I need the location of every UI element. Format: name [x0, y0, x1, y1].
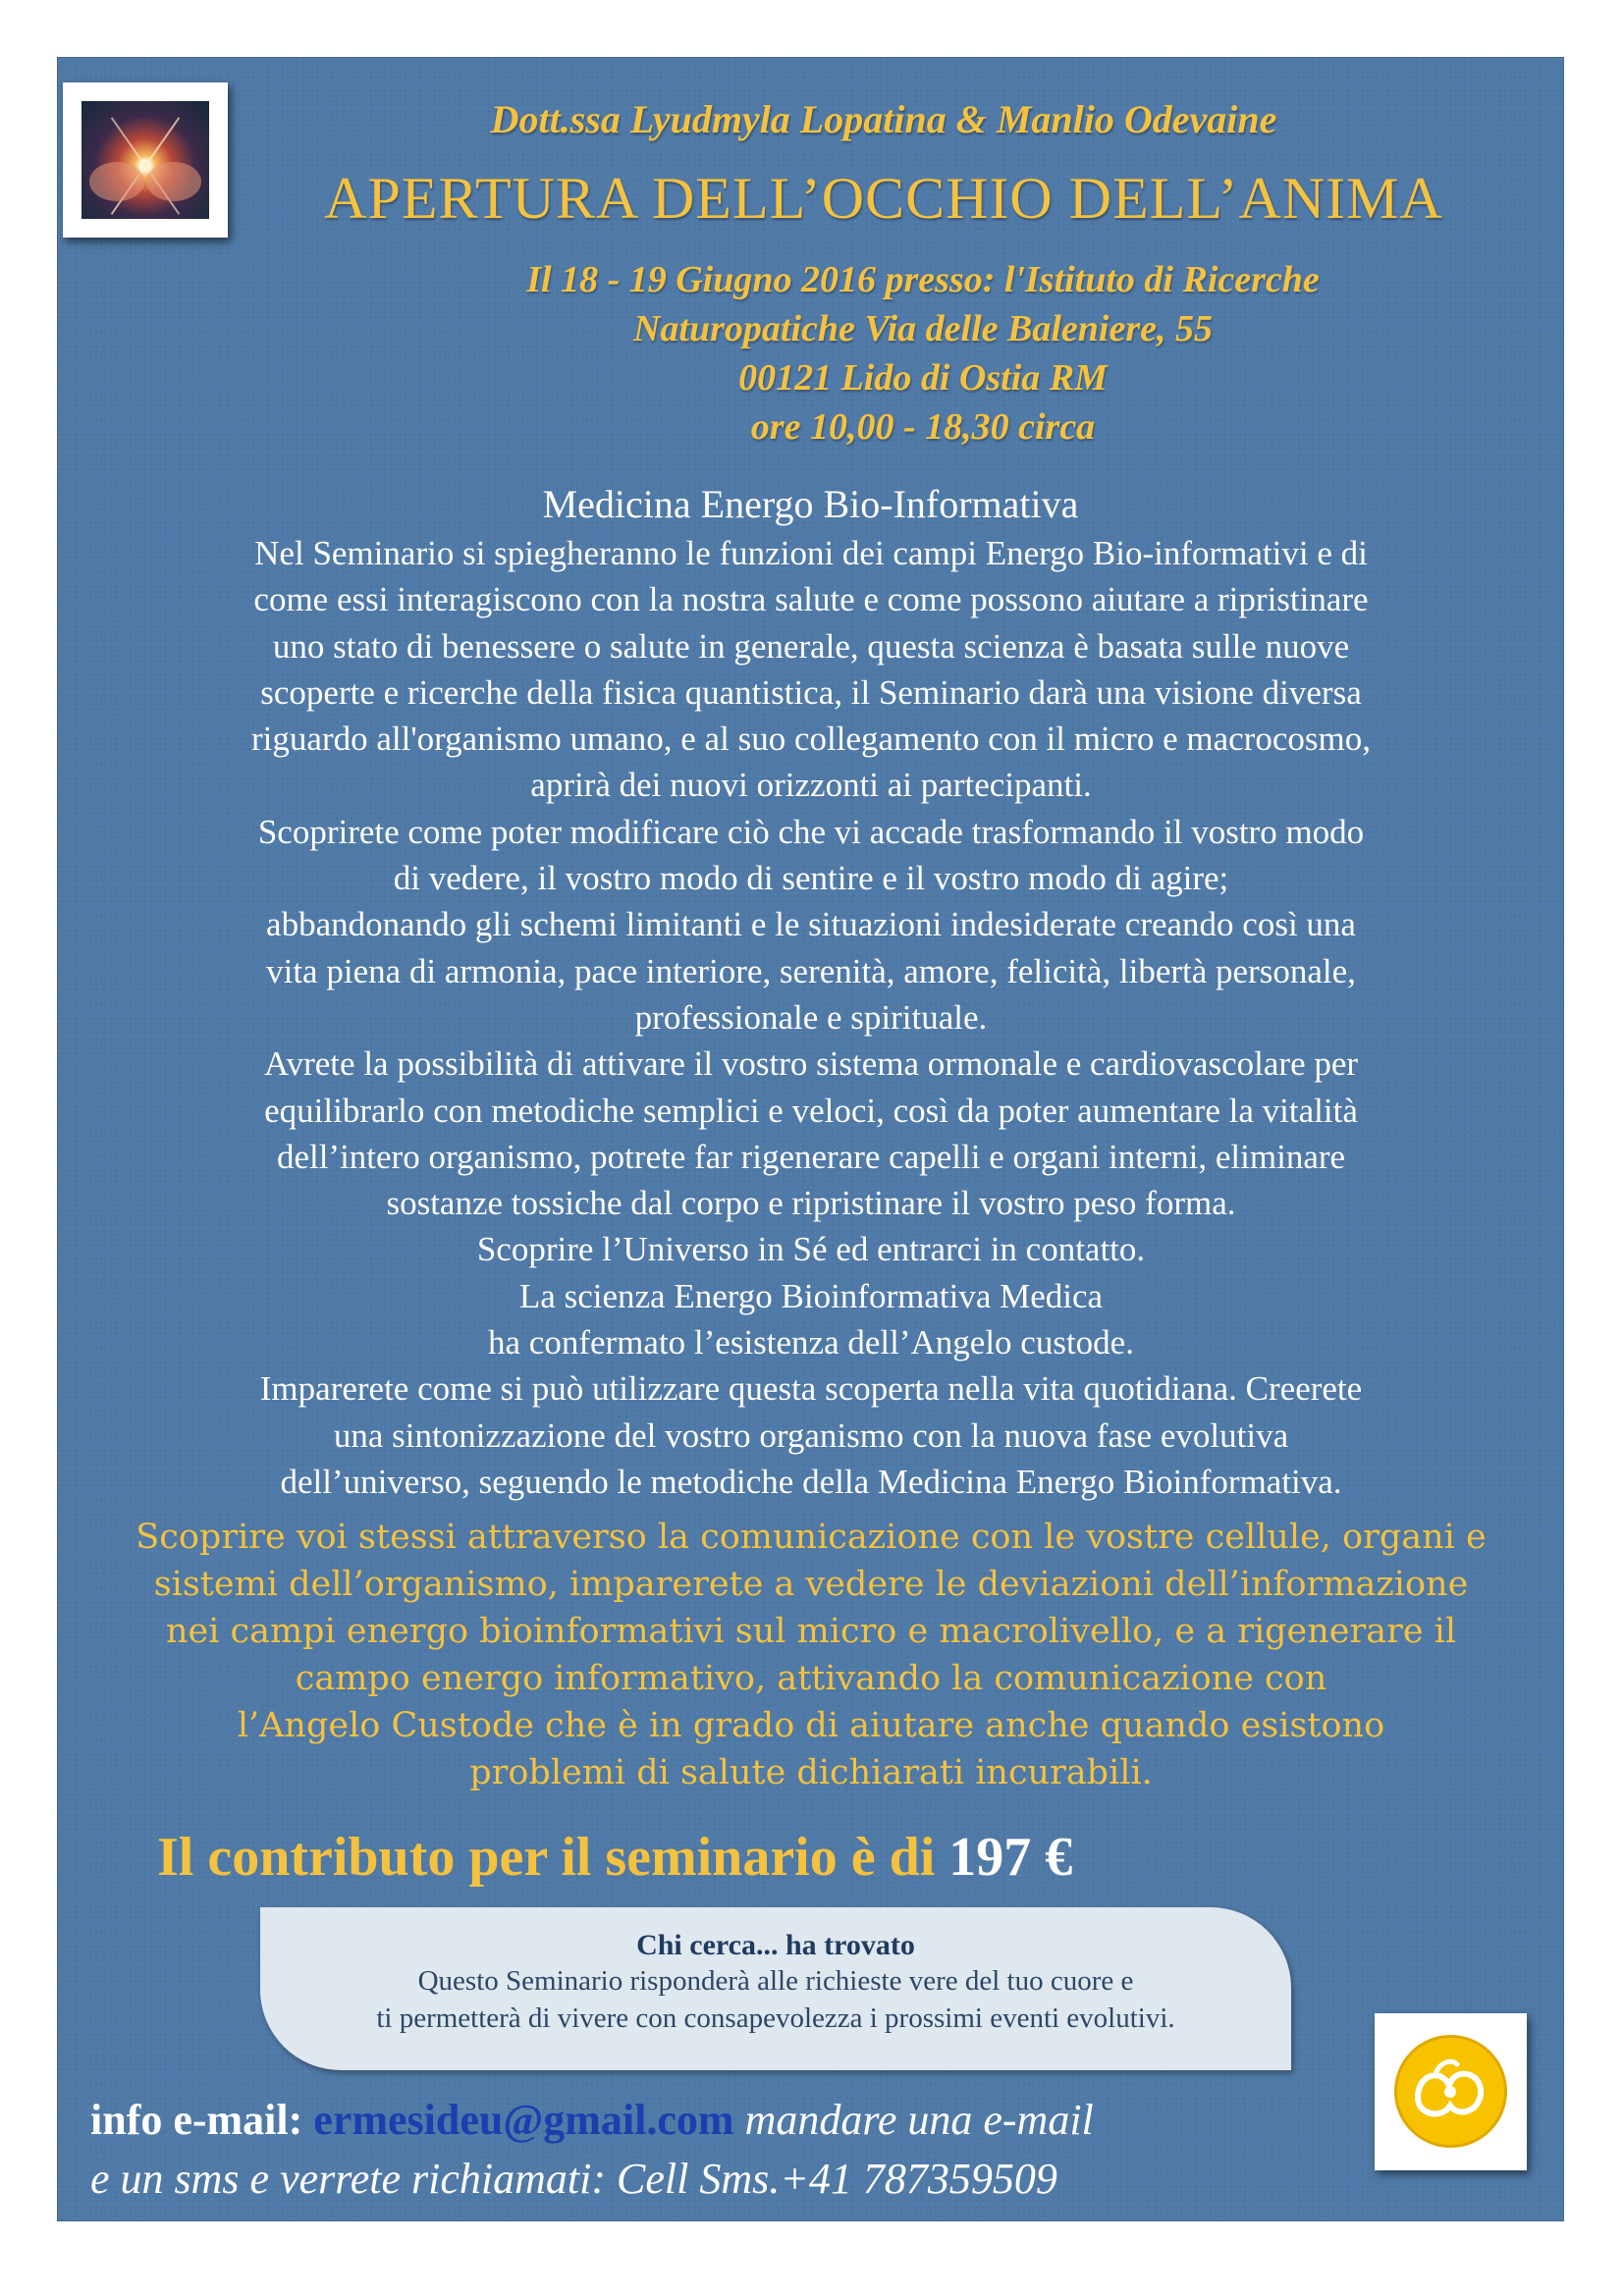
body-line: Scoprirete come poter modificare ciò che vi accade trasformando il vostro modo: [257, 812, 1365, 851]
event-time-line: ore 10,00 - 18,30 circa: [750, 406, 1096, 448]
body-line: ha confermato l’esistenza dell’Angelo custode.: [488, 1323, 1134, 1362]
callout-line: ti permetterà di vivere con consapevolezza i prossimi eventi evolutivi.: [376, 2002, 1175, 2034]
highlight-line: nei campi energo bioinformativi sul micro e macrolivello, e a rigenerare il: [165, 1612, 1457, 1651]
body-line: vita piena di armonia, pace interiore, serenità, amore, felicità, libertà personale,: [266, 951, 1356, 990]
body-line: riguardo all'organismo umano, e al suo collegamento con il micro e macrocosmo,: [251, 720, 1371, 759]
body-line: Scoprire l’Universo in Sé ed entrarci in contatto.: [476, 1230, 1146, 1269]
highlight-line: l’Angelo Custode che è in grado di aiutare anche quando esistono: [237, 1706, 1385, 1745]
body-line: dell’intero organismo, potrete far rigenerare capelli e organi interni, eliminare: [276, 1137, 1346, 1176]
body-line: professionale e spirituale.: [634, 997, 988, 1037]
yellow-circle-logo-icon: [1388, 2029, 1513, 2154]
authors-line: Dott.ssa Lyudmyla Lopatina & Manlio Odevaine: [490, 97, 1277, 141]
event-details: [285, 255, 1561, 452]
body-line: Avrete la possibilità di attivare il vostro sistema ormonale e cardiovascolare per: [263, 1044, 1359, 1084]
contribution-text: Il contributo per il seminario è di: [157, 1827, 936, 1888]
highlight-line: problemi di salute dichiarati incurabili.: [469, 1753, 1153, 1792]
highlight-text: [69, 1514, 1553, 1796]
email-link[interactable]: ermesideu@gmail.com: [313, 2096, 734, 2144]
body-line: come essi interagiscono con la nostra salute e come possono aiutare a ripristinare: [253, 580, 1369, 619]
highlight-line: campo energo informativo, attivando la comunicazione con: [295, 1659, 1327, 1698]
contribution-line: [157, 1826, 1072, 1889]
highlight-line: sistemi dell’organismo, imparerete a vedere le deviazioni dell’informazione: [153, 1565, 1469, 1604]
body-line: equilibrarlo con metodiche semplici e veloci, così da poter aumentare la vitalità: [264, 1091, 1358, 1130]
section-subtitle: Medicina Energo Bio-Informativa: [542, 482, 1079, 526]
event-date-line: Il 18 - 19 Giugno 2016 presso: l'Istituto di Ricerche: [526, 259, 1320, 300]
info-line2: e un sms e verrete richiamati: Cell Sms.+41 787359509: [90, 2155, 1057, 2203]
info-label: info e-mail:: [90, 2096, 303, 2144]
body-line: uno stato di benessere o salute in generale, questa scienza è basata sulle nuove: [272, 626, 1350, 666]
body-line: La scienza Energo Bioinformativa Medica: [518, 1276, 1104, 1315]
page-title: APERTURA DELL’OCCHIO DELL’ANIMA: [324, 166, 1443, 231]
event-address-line: Naturopatiche Via delle Baleniere, 55: [632, 308, 1214, 349]
body-line: una sintonizzazione del vostro organismo con la nuova fase evolutiva: [333, 1415, 1289, 1455]
body-line: sostanze tossiche dal corpo e ripristinare il vostro peso forma.: [386, 1184, 1236, 1223]
body-line: aprirà dei nuovi orizzonti ai partecipanti.: [530, 766, 1092, 805]
callout-box: [260, 1907, 1291, 2070]
body-line: dell’universo, seguendo le metodiche della Medicina Energo Bioinformativa.: [280, 1462, 1342, 1501]
header-photo-frame: [63, 82, 228, 238]
body-line: Imparerete come si può utilizzare questa scoperta nella vita quotidiana. Creerete: [259, 1369, 1363, 1409]
callout-title: Chi cerca... ha trovato: [636, 1929, 915, 1961]
body-line: di vedere, il vostro modo di sentire e il vostro modo di agire;: [393, 859, 1229, 898]
event-city-line: 00121 Lido di Ostia RM: [738, 357, 1108, 399]
highlight-line: Scoprire voi stessi attraverso la comunicazione con le vostre cellule, organi e: [135, 1518, 1487, 1557]
contact-info: [90, 2091, 1094, 2209]
body-line: abbandonando gli schemi limitanti e le situazioni indesiderate creando così una: [266, 905, 1356, 944]
contribution-amount: 197 €: [948, 1827, 1073, 1888]
logo-frame: [1375, 2013, 1527, 2170]
info-line1-tail: mandare una e-mail: [744, 2096, 1094, 2144]
body-line: Nel Seminario si spiegheranno le funzioni dei campi Energo Bio-informativi e di: [254, 534, 1368, 572]
callout-line: Questo Seminario risponderà alle richieste vere del tuo cuore e: [417, 1965, 1134, 1997]
body-line: scoperte e ricerche della fisica quantistica, il Seminario darà una visione diversa: [260, 672, 1362, 712]
body-text: [69, 530, 1553, 1505]
glowing-hands-photo: [81, 101, 209, 219]
